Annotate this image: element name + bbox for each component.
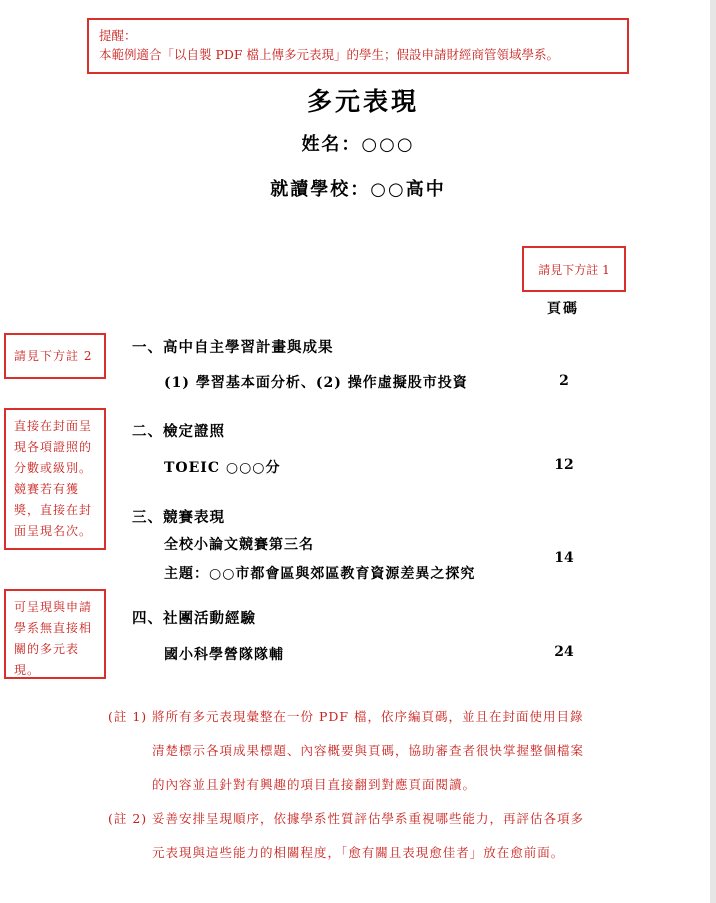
section-heading-3: 三、競賽表現 — [132, 509, 225, 526]
footnote-1-label: (註 1) — [108, 709, 148, 724]
page-number-header: 頁碼 — [547, 301, 579, 317]
reminder-box — [87, 18, 629, 74]
certificate-tip-text: 直接在封面呈現各項證照的分數或級別。競賽若有獲獎，直接在封面呈現名次。 — [14, 419, 93, 538]
footnote-1-line: 將所有多元表現彙整在一份 PDF 檔，依序編頁碼，並且在封面使用目錄 — [152, 709, 584, 724]
certificate-tip-callout — [4, 408, 106, 550]
footnote-2-line: 妥善安排呈現順序，依據學系性質評估學系重視哪些能力，再評估各項多 — [152, 811, 585, 826]
reminder-text: 本範例適合「以自製 PDF 檔上傳多元表現」的學生；假設申請財經商管領域學系。 — [99, 47, 560, 62]
document-title: 多元表現 — [306, 87, 419, 116]
footnote-2 — [108, 802, 628, 870]
note2-callout — [4, 333, 106, 379]
section-heading-4: 四、社團活動經驗 — [132, 610, 256, 627]
section-item-4-1: 國小科學營隊隊輔 — [164, 647, 284, 663]
footnote-1-line: 清楚標示各項成果標題、內容概要與頁碼，協助審查者很快掌握整個檔案 — [152, 743, 585, 758]
note1-callout-text: 請見下方註 1 — [538, 262, 610, 277]
section-item-2-1: TOEIC ○○○分 — [164, 460, 281, 476]
note1-callout — [522, 246, 626, 292]
footnote-1-line: 的內容並且針對有興趣的項目直接翻到對應頁面閱讀。 — [152, 777, 477, 792]
section-page-4: 24 — [554, 644, 574, 660]
footnote-1 — [108, 700, 628, 802]
footnote-2-label: (註 2) — [108, 811, 148, 826]
section-item-1-1: (1) 學習基本面分析、(2) 操作虛擬股市投資 — [164, 375, 468, 391]
section-heading-2: 二、檢定證照 — [132, 423, 225, 440]
footnote-2-line: 元表現與這些能力的相關程度，「愈有關且表現愈佳者」放在愈前面。 — [152, 845, 565, 860]
club-tip-text: 可呈現與申請學系無直接相關的多元表現。 — [14, 600, 93, 677]
footnote-1-text — [152, 700, 628, 802]
reminder-title: 提醒： — [99, 28, 137, 43]
section-page-1: 2 — [559, 373, 569, 389]
section-item-3-2: 主題：○○市都會區與郊區教育資源差異之探究 — [164, 566, 476, 582]
section-heading-1: 一、高中自主學習計畫與成果 — [132, 339, 334, 356]
note2-callout-text: 請見下方註 2 — [14, 348, 93, 363]
section-page-2: 12 — [554, 457, 574, 473]
student-school: 就讀學校：○○高中 — [270, 179, 446, 200]
club-tip-callout — [4, 589, 106, 679]
footnote-2-text — [152, 802, 628, 870]
section-page-3: 14 — [554, 550, 574, 566]
footnotes — [108, 700, 628, 870]
student-name: 姓名：○○○ — [301, 134, 415, 155]
section-item-3-1: 全校小論文競賽第三名 — [164, 537, 314, 553]
